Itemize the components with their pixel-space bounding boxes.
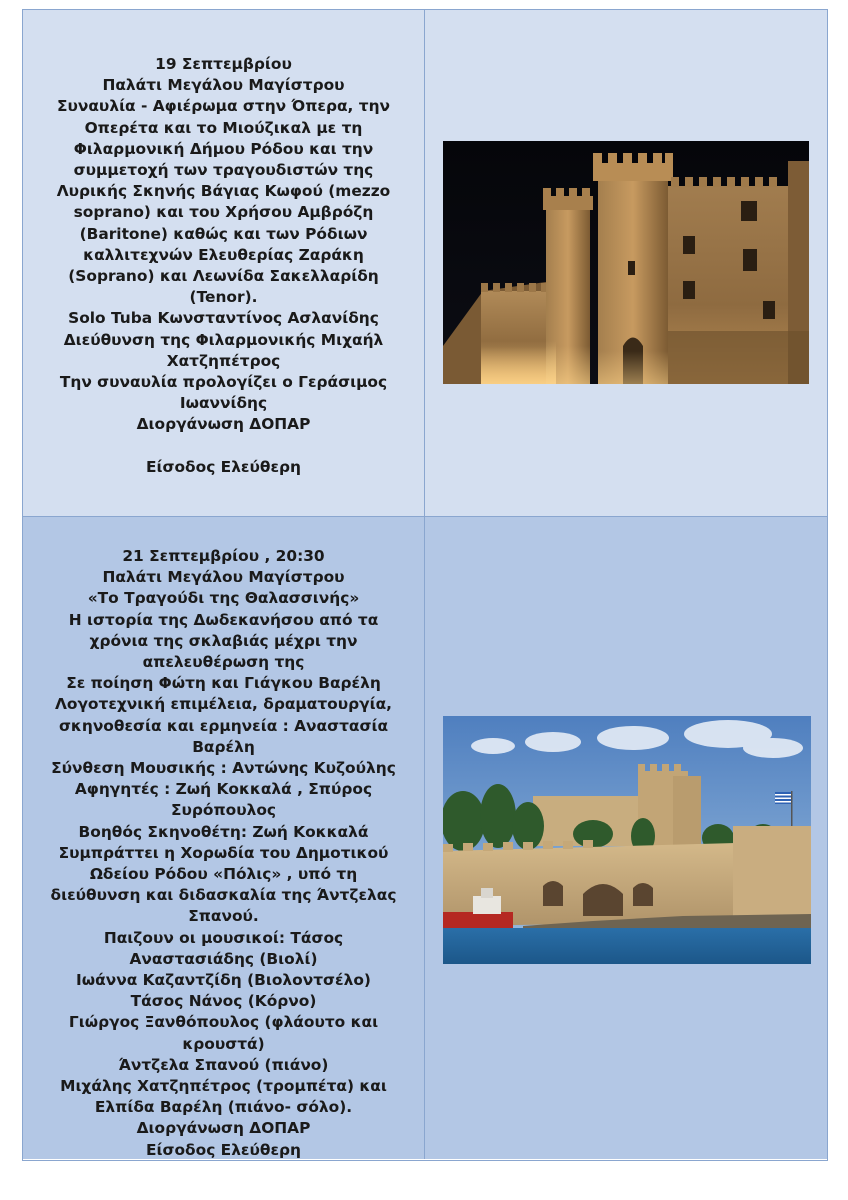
event-text-line: Άντζελα Σπανού (πιάνο) — [118, 1055, 329, 1074]
event-text-line — [23, 436, 424, 457]
event-text-line: Είσοδος Ελεύθερη — [145, 457, 302, 476]
event-text-line: soprano) και του Χρήσου Αμβρόζη — [73, 203, 374, 222]
event-2-text — [23, 517, 425, 1159]
event-text-line: Συναυλία - Αφιέρωμα στην Όπερα, την — [56, 97, 391, 116]
event-text-line: Διοργάνωση ΔΟΠΑΡ — [136, 415, 311, 434]
event-row-2 — [23, 516, 827, 1159]
event-text-line: συμμετοχή των τραγουδιστών της — [73, 161, 374, 180]
event-text-line: Σύνθεση Μουσικής : Αντώνης Κυζούλης — [51, 759, 396, 778]
event-text-line: «Το Τραγούδι της Θαλασσινής» — [87, 589, 360, 608]
event-text-line: κρουστά) — [182, 1034, 265, 1053]
event-text-line: Ωδείου Ρόδου «Πόλις» , υπό τη — [89, 865, 358, 884]
event-text-line: Αφηγητές : Ζωή Κοκκαλά , Σπύρος — [74, 780, 373, 799]
event-text-line: Παλάτι Μεγάλου Μαγίστρου — [102, 568, 345, 587]
event-text-line: Συρόπουλος — [170, 801, 277, 820]
event-text-line: Διεύθυνση της Φιλαρμονικής Μιχαήλ — [63, 330, 384, 349]
event-text-line: Γιώργος Ξανθόπουλος (φλάουτο και — [68, 1013, 379, 1032]
event-text-line: καλλιτεχνών Ελευθερίας Ζαράκη — [83, 245, 364, 264]
event-text-line: Οπερέτα και το Μιούζικαλ με τη — [84, 118, 363, 137]
event-text-line: 19 Σεπτεμβρίου — [155, 55, 292, 73]
event-text-line: Ιωάννα Καζαντζίδη (Βιολοντσέλο) — [76, 971, 371, 990]
event-text-line: Η ιστορία της Δωδεκανήσου από τα — [68, 610, 379, 629]
event-text-line: (Tenor). — [189, 288, 258, 307]
event-text-line: διεύθυνση και διδασκαλία της Άντζελας — [50, 886, 397, 905]
event-text-line: Σε ποίηση Φώτη και Γιάγκου Βαρέλη — [66, 674, 381, 693]
event-text-line: σκηνοθεσία και ερμηνεία : Αναστασία — [58, 716, 389, 735]
event-text-line: Διοργάνωση ΔΟΠΑΡ — [136, 1119, 311, 1138]
event-text-line: Ελπίδα Βαρέλη (πιάνο- σόλο). — [94, 1098, 353, 1117]
event-text-line: Χατζηπέτρος — [166, 351, 281, 370]
event-text-line: Ιωαννίδης — [179, 394, 268, 413]
castle-night-photo — [443, 141, 809, 384]
event-text-line: απελευθέρωση της — [142, 653, 305, 672]
events-table — [22, 9, 828, 1161]
event-row-1 — [23, 10, 827, 516]
event-1-text — [23, 10, 425, 516]
harbour-walls-photo — [443, 716, 811, 964]
event-text-line: (Baritone) καθώς και των Ρόδιων — [79, 224, 368, 243]
event-text-line: Τάσος Νάνος (Κόρνο) — [130, 992, 317, 1011]
event-text-line: 21 Σεπτεμβρίου , 20:30 — [122, 547, 325, 565]
event-text-line: Βαρέλη — [192, 737, 255, 756]
event-text-line: Μιχάλης Χατζηπέτρος (τρομπέτα) και — [60, 1077, 387, 1096]
event-text-line: Παιζουν οι μουσικοί: Τάσος — [103, 928, 344, 947]
event-text-line: (Soprano) και Λεωνίδα Σακελλαρίδη — [68, 267, 379, 286]
event-text-line: Βοηθός Σκηνοθέτη: Ζωή Κοκκαλά — [78, 822, 369, 841]
event-text-line: Λογοτεχνική επιμέλεια, δραματουργία, — [54, 695, 393, 714]
event-text-line: Solo Tuba Κωνσταντίνος Ασλανίδης — [68, 309, 379, 328]
event-text-line: Αναστασιάδης (Βιολί) — [129, 949, 318, 968]
event-text-line: Παλάτι Μεγάλου Μαγίστρου — [102, 76, 345, 95]
event-text-line: χρόνια της σκλαβιάς μέχρι την — [89, 631, 358, 650]
event-text-line: Είσοδος Ελεύθερη — [145, 1140, 302, 1159]
event-text-line: Σπανού. — [188, 907, 259, 926]
event-text-line: Συμπράττει η Χορωδία του Δημοτικού — [58, 843, 389, 862]
event-text-line: Φιλαρμονική Δήμου Ρόδου και την — [73, 139, 374, 158]
event-text-line: Την συναυλία προλογίζει ο Γεράσιμος — [59, 373, 388, 392]
event-text-line: Λυρικής Σκηνής Βάγιας Κωφού (mezzo — [56, 182, 391, 201]
